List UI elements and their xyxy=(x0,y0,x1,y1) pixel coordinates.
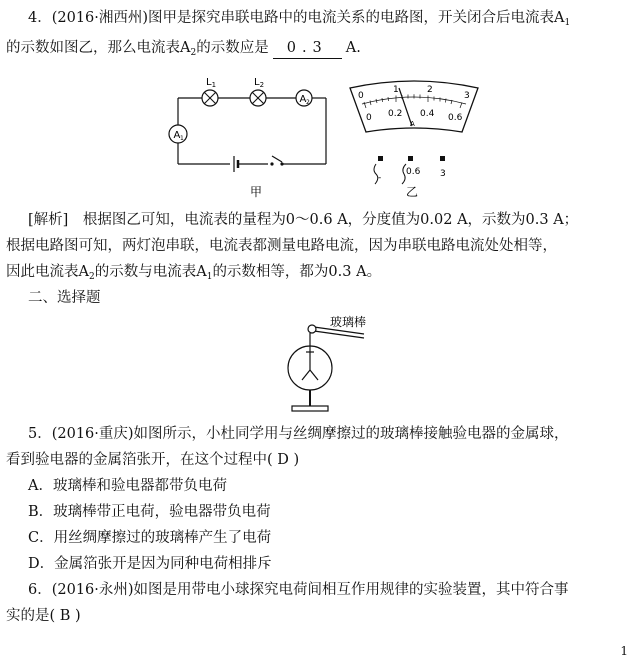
lamp-l1-label: $L_1$ xyxy=(206,77,217,89)
lamp-l1-icon xyxy=(202,90,218,106)
figure-yi-label: 乙 xyxy=(406,185,419,199)
glass-rod-label: 玻璃棒 xyxy=(330,315,367,329)
glass-rod-lower xyxy=(314,331,364,338)
figure-jia-label: 甲 xyxy=(250,185,263,199)
ammeter-a1-icon xyxy=(169,125,187,143)
switch-contact xyxy=(280,162,283,165)
dial-top-label-0: 0 xyxy=(358,91,364,101)
dial-unit: A xyxy=(410,120,415,128)
terminal-negative-icon xyxy=(378,156,383,161)
dial-top-label-2: 2 xyxy=(427,85,433,95)
q4-analysis-line2: 根据电路图可知，两灯泡串联，电流表都测量电路电流，因为串联电路电流处处相等， xyxy=(6,238,557,254)
q4-analysis-line3: 因此电流表$A_2$的示数与电流表$A_1$的示数相等，都为0.3 A。 xyxy=(6,264,382,282)
terminal-06-icon xyxy=(408,156,413,161)
dial-bottom-label-1: 0.2 xyxy=(388,109,403,119)
q4-line2: 的示数如图乙，那么电流表$A_2$的示数应是 0.3 A. xyxy=(6,40,361,58)
svg-text:2: 2 xyxy=(306,99,310,106)
q4-analysis-line1: [解析] 根据图乙可知，电流表的量程为0～0.6 A，分度值为0.02 A，示数为0.3 A； xyxy=(28,212,579,228)
q5-option-a: A．玻璃棒和验电器都带负电荷 xyxy=(28,478,227,494)
q5-option-d: D．金属箔张开是因为同种电荷相排斥 xyxy=(28,556,272,572)
q5-option-b: B．玻璃棒带正电荷，验电器带负电荷 xyxy=(28,504,271,520)
stand-base xyxy=(292,406,328,411)
q6-line2: 实的是( B ) xyxy=(6,608,81,624)
q5-option-c: C．用丝绸摩擦过的玻璃棒产生了电荷 xyxy=(28,530,272,546)
dial-top-label-3: 3 xyxy=(464,91,470,101)
electroscope-figure xyxy=(280,312,390,416)
section-title: 二、选择题 xyxy=(28,290,101,306)
metal-ball-icon xyxy=(308,325,316,333)
ammeter-a2-icon xyxy=(296,90,312,106)
dial-bottom-label-2: 0.4 xyxy=(420,109,435,119)
circuit-diagram-jia xyxy=(168,76,338,206)
q4-answer-blank: 0.3 xyxy=(273,38,342,59)
terminal-negative-label: - xyxy=(378,173,382,183)
q6-line1: 6．(2016·永州)如图是用带电小球探究电荷间相互作用规律的实验装置，其中符合事 xyxy=(28,582,569,598)
page-number: 1 xyxy=(620,644,628,658)
q5-line2: 看到验电器的金属箔张开，在这个过程中( D ) xyxy=(6,452,300,468)
ammeter-dial-yi xyxy=(344,80,484,205)
terminal-3-label: 3 xyxy=(440,169,446,179)
dial-bottom-label-0: 0 xyxy=(366,113,372,123)
q4-line1: 4．(2016·湘西州)图甲是探究串联电路中的电流关系的电路图，开关闭合后电流表$A_1$ xyxy=(28,10,571,28)
svg-text:1: 1 xyxy=(180,135,184,142)
svg-text:A: A xyxy=(173,130,181,141)
terminal-3-icon xyxy=(440,156,445,161)
q5-line1: 5．(2016·重庆)如图所示，小杜同学用与丝绸摩擦过的玻璃棒接触验电器的金属球， xyxy=(28,426,569,442)
dial-bottom-label-3: 0.6 xyxy=(448,113,463,123)
dial-top-label-1: 1 xyxy=(393,85,399,95)
switch-pivot xyxy=(270,162,273,165)
terminal-06-label: 0.6 xyxy=(406,167,421,177)
svg-text:A: A xyxy=(299,94,307,105)
lamp-l2-icon xyxy=(250,90,266,106)
lamp-l2-label: $L_2$ xyxy=(254,77,265,89)
